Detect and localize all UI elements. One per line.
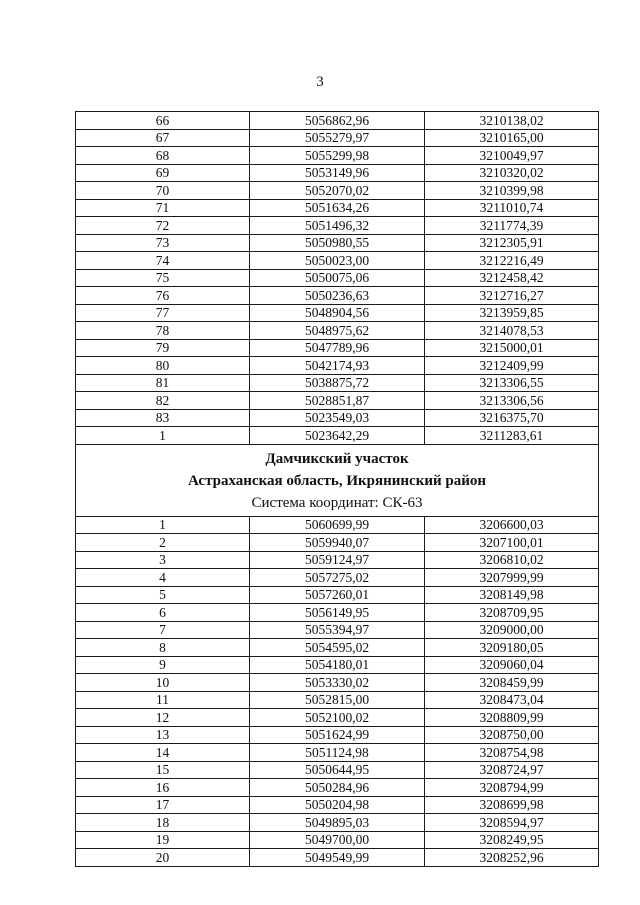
y-coordinate-cell: 3210165,00 (425, 129, 599, 147)
x-coordinate-cell: 5051124,98 (250, 744, 425, 762)
y-coordinate-cell: 3208249,95 (425, 831, 599, 849)
x-coordinate-cell: 5023549,03 (250, 409, 425, 427)
x-coordinate-cell: 5049549,99 (250, 849, 425, 867)
table-row (76, 621, 599, 639)
y-coordinate-cell: 3211774,39 (425, 217, 599, 235)
point-number-cell: 83 (76, 409, 250, 427)
y-coordinate-cell: 3210049,97 (425, 147, 599, 165)
point-number-cell: 12 (76, 709, 250, 727)
page-number: 3 (316, 74, 324, 90)
table-row (76, 831, 599, 849)
point-number-cell: 76 (76, 287, 250, 305)
x-coordinate-cell: 5053330,02 (250, 674, 425, 692)
x-coordinate-cell: 5023642,29 (250, 427, 425, 445)
table-row (76, 129, 599, 147)
point-number-cell: 14 (76, 744, 250, 762)
point-number-cell: 66 (76, 112, 250, 130)
y-coordinate-cell: 3208594,97 (425, 814, 599, 832)
x-coordinate-cell: 5059124,97 (250, 551, 425, 569)
point-number-cell: 82 (76, 392, 250, 410)
point-number-cell: 73 (76, 234, 250, 252)
section-coordinate-system: Система координат: СК-63 (251, 494, 423, 511)
x-coordinate-cell: 5049700,00 (250, 831, 425, 849)
y-coordinate-cell: 3212716,27 (425, 287, 599, 305)
table-row (76, 322, 599, 340)
section-header-row (76, 444, 599, 516)
section-header-cell (76, 444, 599, 516)
point-number-cell: 78 (76, 322, 250, 340)
x-coordinate-cell: 5057260,01 (250, 586, 425, 604)
y-coordinate-cell: 3213959,85 (425, 304, 599, 322)
x-coordinate-cell: 5059940,07 (250, 534, 425, 552)
coordinates-table (75, 111, 599, 867)
y-coordinate-cell: 3215000,01 (425, 339, 599, 357)
x-coordinate-cell: 5047789,96 (250, 339, 425, 357)
table-row (76, 409, 599, 427)
table-row (76, 674, 599, 692)
table-row (76, 287, 599, 305)
table-row (76, 534, 599, 552)
table-row (76, 761, 599, 779)
y-coordinate-cell: 3213306,56 (425, 392, 599, 410)
y-coordinate-cell: 3212216,49 (425, 252, 599, 270)
point-number-cell: 67 (76, 129, 250, 147)
y-coordinate-cell: 3211010,74 (425, 199, 599, 217)
y-coordinate-cell: 3210320,02 (425, 164, 599, 182)
table-row (76, 569, 599, 587)
coordinates-rows-after (76, 516, 599, 866)
y-coordinate-cell: 3212458,42 (425, 269, 599, 287)
table-row (76, 374, 599, 392)
y-coordinate-cell: 3209060,04 (425, 656, 599, 674)
point-number-cell: 75 (76, 269, 250, 287)
x-coordinate-cell: 5054595,02 (250, 639, 425, 657)
x-coordinate-cell: 5050980,55 (250, 234, 425, 252)
table-row (76, 217, 599, 235)
x-coordinate-cell: 5053149,96 (250, 164, 425, 182)
point-number-cell: 74 (76, 252, 250, 270)
table-row (76, 147, 599, 165)
y-coordinate-cell: 3207999,99 (425, 569, 599, 587)
point-number-cell: 6 (76, 604, 250, 622)
point-number-cell: 3 (76, 551, 250, 569)
point-number-cell: 72 (76, 217, 250, 235)
table-row (76, 726, 599, 744)
y-coordinate-cell: 3206600,03 (425, 516, 599, 534)
x-coordinate-cell: 5055394,97 (250, 621, 425, 639)
y-coordinate-cell: 3210138,02 (425, 112, 599, 130)
point-number-cell: 8 (76, 639, 250, 657)
x-coordinate-cell: 5050236,63 (250, 287, 425, 305)
x-coordinate-cell: 5051496,32 (250, 217, 425, 235)
x-coordinate-cell: 5057275,02 (250, 569, 425, 587)
x-coordinate-cell: 5052070,02 (250, 182, 425, 200)
x-coordinate-cell: 5052100,02 (250, 709, 425, 727)
point-number-cell: 13 (76, 726, 250, 744)
y-coordinate-cell: 3216375,70 (425, 409, 599, 427)
table-row (76, 656, 599, 674)
table-row (76, 779, 599, 797)
y-coordinate-cell: 3209000,00 (425, 621, 599, 639)
point-number-cell: 79 (76, 339, 250, 357)
section-title: Дамчикский участок (265, 450, 409, 467)
x-coordinate-cell: 5048904,56 (250, 304, 425, 322)
x-coordinate-cell: 5051624,99 (250, 726, 425, 744)
point-number-cell: 19 (76, 831, 250, 849)
x-coordinate-cell: 5050075,06 (250, 269, 425, 287)
x-coordinate-cell: 5050023,00 (250, 252, 425, 270)
table-row (76, 392, 599, 410)
x-coordinate-cell: 5049895,03 (250, 814, 425, 832)
table-row (76, 252, 599, 270)
x-coordinate-cell: 5050644,95 (250, 761, 425, 779)
y-coordinate-cell: 3210399,98 (425, 182, 599, 200)
table-row (76, 796, 599, 814)
point-number-cell: 9 (76, 656, 250, 674)
x-coordinate-cell: 5051634,26 (250, 199, 425, 217)
point-number-cell: 4 (76, 569, 250, 587)
y-coordinate-cell: 3207100,01 (425, 534, 599, 552)
point-number-cell: 10 (76, 674, 250, 692)
x-coordinate-cell: 5055299,98 (250, 147, 425, 165)
y-coordinate-cell: 3206810,02 (425, 551, 599, 569)
table-row (76, 199, 599, 217)
point-number-cell: 5 (76, 586, 250, 604)
point-number-cell: 18 (76, 814, 250, 832)
point-number-cell: 15 (76, 761, 250, 779)
point-number-cell: 77 (76, 304, 250, 322)
y-coordinate-cell: 3208724,97 (425, 761, 599, 779)
y-coordinate-cell: 3214078,53 (425, 322, 599, 340)
y-coordinate-cell: 3213306,55 (425, 374, 599, 392)
point-number-cell: 70 (76, 182, 250, 200)
y-coordinate-cell: 3208794,99 (425, 779, 599, 797)
y-coordinate-cell: 3208473,04 (425, 691, 599, 709)
table-row (76, 586, 599, 604)
table-row (76, 709, 599, 727)
section-region: Астраханская область, Икрянинский район (187, 472, 487, 489)
y-coordinate-cell: 3212305,91 (425, 234, 599, 252)
point-number-cell: 68 (76, 147, 250, 165)
x-coordinate-cell: 5028851,87 (250, 392, 425, 410)
y-coordinate-cell: 3208750,00 (425, 726, 599, 744)
point-number-cell: 1 (76, 427, 250, 445)
x-coordinate-cell: 5050204,98 (250, 796, 425, 814)
point-number-cell: 11 (76, 691, 250, 709)
table-row (76, 269, 599, 287)
table-row (76, 164, 599, 182)
y-coordinate-cell: 3208809,99 (425, 709, 599, 727)
table-row (76, 604, 599, 622)
table-row (76, 339, 599, 357)
table-row (76, 516, 599, 534)
table-row (76, 849, 599, 867)
y-coordinate-cell: 3208709,95 (425, 604, 599, 622)
table-row (76, 112, 599, 130)
x-coordinate-cell: 5048975,62 (250, 322, 425, 340)
table-row (76, 551, 599, 569)
x-coordinate-cell: 5052815,00 (250, 691, 425, 709)
table-row (76, 182, 599, 200)
table-row (76, 304, 599, 322)
x-coordinate-cell: 5038875,72 (250, 374, 425, 392)
y-coordinate-cell: 3208459,99 (425, 674, 599, 692)
y-coordinate-cell: 3208699,98 (425, 796, 599, 814)
table-row (76, 744, 599, 762)
point-number-cell: 1 (76, 516, 250, 534)
point-number-cell: 17 (76, 796, 250, 814)
y-coordinate-cell: 3209180,05 (425, 639, 599, 657)
x-coordinate-cell: 5050284,96 (250, 779, 425, 797)
point-number-cell: 2 (76, 534, 250, 552)
x-coordinate-cell: 5056149,95 (250, 604, 425, 622)
table-row (76, 234, 599, 252)
table-row (76, 357, 599, 375)
point-number-cell: 7 (76, 621, 250, 639)
point-number-cell: 71 (76, 199, 250, 217)
table-row (76, 639, 599, 657)
y-coordinate-cell: 3208252,96 (425, 849, 599, 867)
y-coordinate-cell: 3211283,61 (425, 427, 599, 445)
point-number-cell: 81 (76, 374, 250, 392)
coordinates-rows-before (76, 112, 599, 445)
point-number-cell: 69 (76, 164, 250, 182)
x-coordinate-cell: 5055279,97 (250, 129, 425, 147)
point-number-cell: 80 (76, 357, 250, 375)
x-coordinate-cell: 5060699,99 (250, 516, 425, 534)
y-coordinate-cell: 3208754,98 (425, 744, 599, 762)
point-number-cell: 20 (76, 849, 250, 867)
table-row (76, 691, 599, 709)
point-number-cell: 16 (76, 779, 250, 797)
x-coordinate-cell: 5042174,93 (250, 357, 425, 375)
table-row (76, 427, 599, 445)
x-coordinate-cell: 5054180,01 (250, 656, 425, 674)
x-coordinate-cell: 5056862,96 (250, 112, 425, 130)
table-row (76, 814, 599, 832)
y-coordinate-cell: 3208149,98 (425, 586, 599, 604)
section-header (76, 444, 599, 516)
y-coordinate-cell: 3212409,99 (425, 357, 599, 375)
